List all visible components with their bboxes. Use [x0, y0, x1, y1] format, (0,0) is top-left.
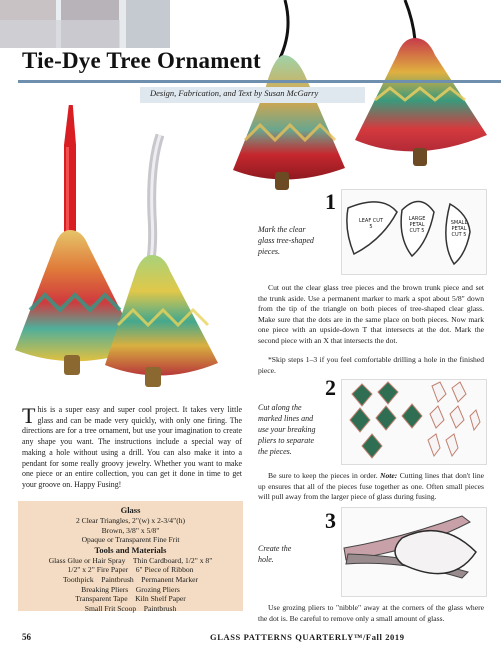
step-3-body: Use grozing pliers to "nibble" away at the corners of the glass where the dot is. Be careful to remove only a small amount of glass.	[258, 603, 484, 623]
step-2-note-label: Note:	[380, 471, 398, 480]
glass-item: Brown, 3/8" x 5/8"	[101, 525, 160, 535]
ornament-photo-left	[0, 105, 225, 405]
step-1-templates-photo	[341, 189, 487, 275]
title-rule	[18, 80, 501, 83]
step-1-note: *Skip steps 1–3 if you feel comfortable drilling a hole in the finished piece.	[258, 355, 484, 375]
tools-item: 1/2" x 2" Fire Paper 6" Piece of Ribbon	[67, 565, 194, 575]
template-label-leaf: LEAF CUT 5	[358, 218, 384, 230]
step-1-number: 1	[325, 189, 336, 214]
intro-text: his is a super easy and super cool project. It takes very little glass and can be made very quickly, with only one firing. The directions are for a tree ornament, but use your imagination to create any shape you want. The instructions include a special way of making a hole without using a drill. You can also make it into a pendant for some really groovy jewelry. Whether you want to make one piece or an entire collection, you can get it done in time to get your groove on. Happy Fusing!	[22, 405, 242, 489]
step-1-caption: Mark the clear glass tree-shaped pieces.	[258, 225, 314, 256]
cut-glass-pieces-illustration	[342, 380, 486, 464]
step-2-body-lead: Be sure to keep the pieces in order.	[268, 471, 381, 480]
intro-drop-cap: T	[22, 403, 36, 428]
step-1-body: Cut out the clear glass tree pieces and the brown trunk piece and set the trunk aside. Use a permanent marker to mark a spot about 5/8" down from the tip of the triangle on both pieces of tree-shaped clear glass. Make sure that the dots are in the same place on both pieces. Now mark one piece with an upside-down T that intersects at the dot. Mark the second piece with an X that intersects the dot.	[258, 283, 484, 345]
glass-item: Opaque or Transparent Fine Frit	[81, 535, 180, 545]
page-number: 56	[22, 632, 31, 642]
intro-paragraph	[22, 405, 242, 491]
tools-item: Small Frit Scoop Paintbrush	[84, 603, 177, 613]
tools-item: Transparent Tape Kiln Shelf Paper	[75, 594, 186, 604]
tools-item: Glass Glue or Hair Spray Thin Cardboard, 1/2" x 8"	[48, 555, 213, 565]
step-2-body	[258, 471, 484, 503]
template-label-large-petal: LARGE PETAL CUT 5	[408, 216, 426, 234]
step-2-cut-pieces-photo	[341, 379, 487, 465]
grozing-pliers-illustration	[342, 508, 486, 596]
glass-heading: Glass	[120, 505, 141, 515]
glass-item: 2 Clear Triangles, 2"(w) x 2-3/4"(h)	[75, 516, 186, 525]
step-2-body-text: Cutting lines that don't line up ensures that all of the pieces fuse together as one. Often small pieces will pull away from the larger piece of glass during fusing.	[258, 471, 484, 502]
tools-heading: Tools and Materials	[94, 544, 167, 555]
tools-item: Breaking Pliers Grozing Pliers	[81, 584, 180, 594]
magazine-footer: GLASS PATTERNS QUARTERLY™/Fall 2019	[210, 632, 405, 642]
step-2-number: 2	[325, 375, 336, 400]
page-title: Tie-Dye Tree Ornament	[22, 48, 261, 73]
tools-item: Toothpick Paintbrush Permanent Marker	[62, 574, 199, 584]
step-2-caption: Cut along the marked lines and use your breaking pliers to separate the pieces.	[258, 403, 316, 456]
header-background-shade	[0, 20, 120, 48]
step-3-caption: Create the hole.	[258, 544, 292, 564]
step-3-number: 3	[325, 508, 336, 533]
template-label-small-petal: SMALL PETAL CUT 5	[450, 220, 468, 238]
step-3-grozing-photo	[341, 507, 487, 597]
byline: Design, Fabrication, and Text by Susan McGarry	[150, 88, 319, 98]
materials-box	[18, 501, 243, 611]
